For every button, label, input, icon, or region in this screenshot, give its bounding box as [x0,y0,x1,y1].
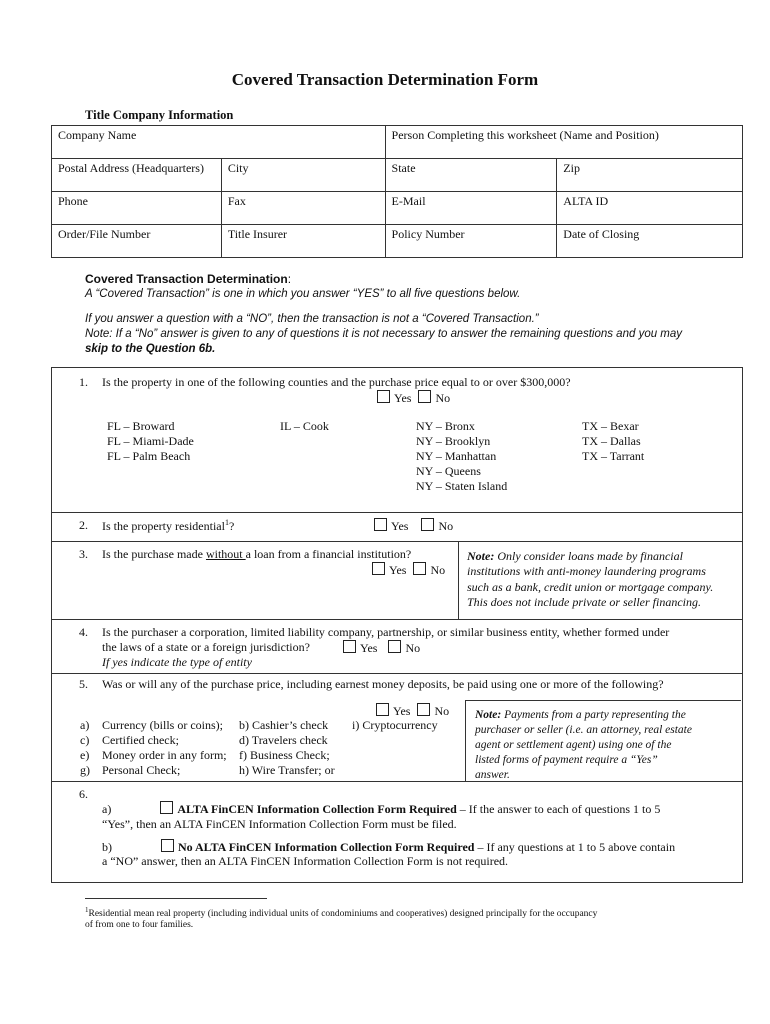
q5-payment-list-1: Currency (bills or coins); Certified check; Money order in any form; Personal Check; [102,718,227,777]
footnote-rule [85,898,267,899]
field-city[interactable]: City [221,159,385,192]
field-title-insurer[interactable]: Title Insurer [221,225,385,258]
skip-instruction: skip to the Question 6b. [85,343,216,355]
determination-line-1: A “Covered Transaction” is one in which you answer “YES” to all five questions below. [85,288,521,300]
field-alta-id[interactable]: ALTA ID [557,192,743,225]
field-phone[interactable]: Phone [52,192,222,225]
q2-no-checkbox[interactable] [421,518,434,531]
field-fax[interactable]: Fax [221,192,385,225]
q4-yes-no: Yes No [343,640,420,656]
q3-no-checkbox[interactable] [413,562,426,575]
footnote-line-2: of from one to four families. [85,920,194,930]
divider [51,541,743,542]
field-state[interactable]: State [385,159,557,192]
q4-text-line-2: the laws of a state or a foreign jurisdiction? [102,640,310,654]
q6b-option: b) No ALTA FinCEN Information Collection Form Required – If any questions at 1 to 5 above contain [102,840,676,854]
q3-yes-checkbox[interactable] [372,562,385,575]
q6b-text-line-2: a “NO” answer, then an ALTA FinCEN Information Collection Form is not required. [102,854,509,868]
divider [51,512,743,513]
q1-yes-checkbox[interactable] [377,390,390,403]
q4-text-line-1: Is the purchaser a corporation, limited liability company, partnership, or similar business entity, whether formed under [102,625,670,639]
q2-yes-checkbox[interactable] [374,518,387,531]
q2-yes-no: Yes No [374,518,453,534]
q1-yes-no: Yes No [377,390,450,406]
divider [51,619,743,620]
q5-text: Was or will any of the purchase price, including earnest money deposits, be paid using one or more of the following? [102,677,664,691]
q6a-text-line-2: “Yes”, then an ALTA FinCEN Information Collection Form must be filed. [102,817,457,831]
q1-text: Is the property in one of the following counties and the purchase price equal to or over $300,000? [102,375,571,389]
q4-no-checkbox[interactable] [388,640,401,653]
divider [51,673,743,674]
q5-number: 5. [79,677,88,691]
determination-line-3: Note: If a “No” answer is given to any of questions it is not necessary to answer the remaining questions and you may [85,328,683,340]
q5-yes-no: Yes No [376,703,449,719]
q5-letters: a) c) e) g) [80,718,90,777]
field-order-file-number[interactable]: Order/File Number [52,225,222,258]
q5-payment-list-3: i) Cryptocurrency [352,718,438,732]
q5-note: Note: Payments from a party representing the purchaser or seller (i.e. an attorney, real estate agent or settlement agent) using one of the listed forms of payment require a “Yes” answer. [475,709,692,781]
q1-no-checkbox[interactable] [418,390,431,403]
q1-number: 1. [79,375,88,389]
field-company-name[interactable]: Company Name [52,126,386,159]
field-date-of-closing[interactable]: Date of Closing [557,225,743,258]
q5-no-checkbox[interactable] [417,703,430,716]
q2-text: Is the property residential$^1$? [102,518,235,533]
company-info-table [51,125,743,258]
field-person-completing[interactable]: Person Completing this worksheet (Name and Position) [385,126,742,159]
section-label: Title Company Information [85,108,234,122]
county-list-il: IL – Cook [280,419,329,433]
field-email[interactable]: E-Mail [385,192,557,225]
field-policy-number[interactable]: Policy Number [385,225,557,258]
q3-number: 3. [79,547,88,561]
county-list-fl: FL – Broward FL – Miami-Dade FL – Palm Beach [107,419,194,463]
determination-heading: Covered Transaction Determination: [85,272,292,286]
determination-line-2: If you answer a question with a “NO”, then the transaction is not a “Covered Transaction.” [85,313,539,325]
q4-number: 4. [79,625,88,639]
q3-note: Note: Only consider loans made by financial institutions with anti-money laundering programs such as a bank, credit union or mortgage company. This does not include private or seller financing. [467,549,714,609]
q3-yes-no: Yes No [372,562,445,578]
q6b-checkbox[interactable] [161,839,174,852]
divider [458,541,459,619]
q6a-option: a) ALTA FinCEN Information Collection Form Required – If the answer to each of questions 1 to 5 [102,802,661,816]
q6a-checkbox[interactable] [160,801,173,814]
footnote: $^1$Residential mean real property (including individual units of condominiums and cooperatives) designed principally for the occupancy [85,906,598,920]
q3-text: Is the purchase made without a loan from a financial institution? [102,547,412,561]
q4-yes-checkbox[interactable] [343,640,356,653]
field-postal-address[interactable]: Postal Address (Headquarters) [52,159,222,192]
q4-entity-type-prompt: If yes indicate the type of entity [102,655,252,669]
q5-payment-list-2: b) Cashier’s check d) Travelers check f) Business Check; h) Wire Transfer; or [239,718,335,777]
field-zip[interactable]: Zip [557,159,743,192]
q6-number: 6. [79,787,88,801]
form-title: Covered Transaction Determination Form [231,70,539,89]
county-list-tx: TX – Bexar TX – Dallas TX – Tarrant [582,419,645,463]
q5-yes-checkbox[interactable] [376,703,389,716]
county-list-ny: NY – Bronx NY – Brooklyn NY – Manhattan NY – Queens NY – Staten Island [416,419,508,493]
q2-number: 2. [79,518,88,532]
